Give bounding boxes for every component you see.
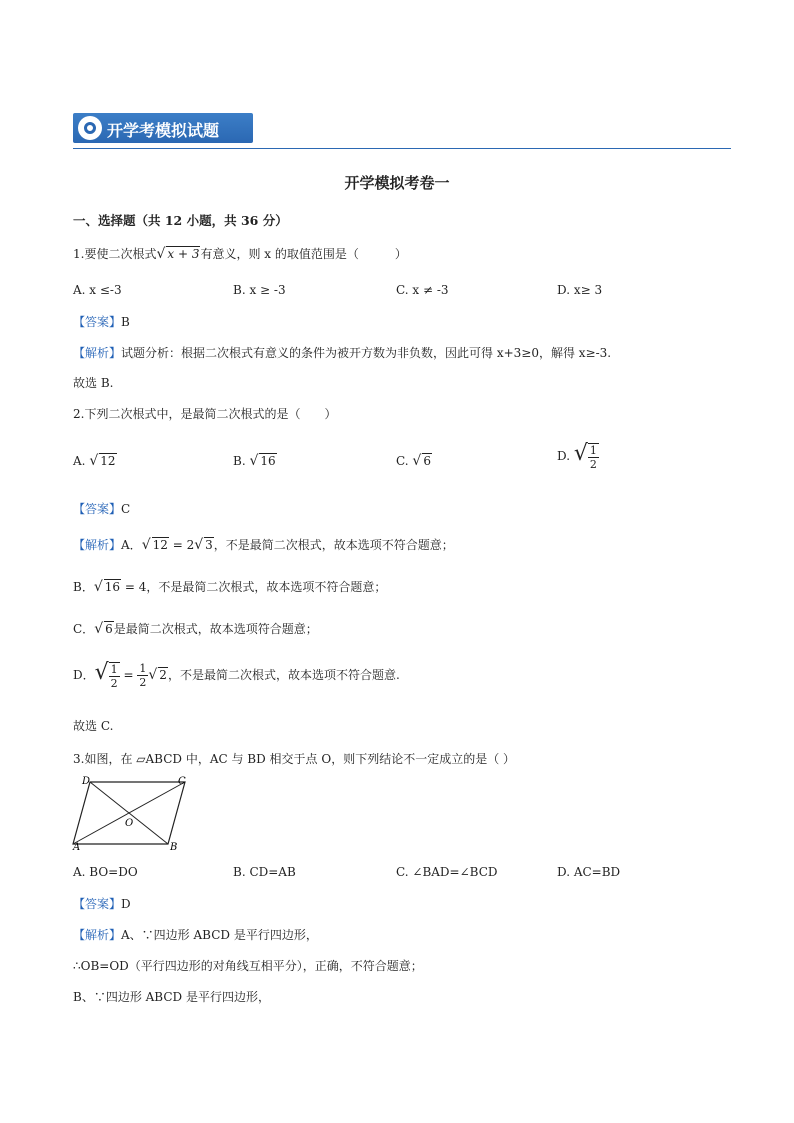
q1-radicand: x + 3 [167, 247, 200, 261]
vertex-label-c: C [178, 776, 186, 787]
q3-analysis-2: ∴OB=OD（平行四边形的对角线互相平分），正确，不符合题意； [73, 959, 423, 973]
q1-stem-suffix: 有意义，则 x 的取值范围是（ ） [200, 247, 407, 261]
q2-line-b-prefix: B． [73, 580, 94, 594]
q2-option-a [73, 453, 117, 469]
q1-option-c: C. x ≠ -3 [396, 283, 449, 297]
option-label: C. [396, 454, 409, 468]
q3-stem: 3.如图，在 ▱ABCD 中，AC 与 BD 相交于点 O，则下列结论不一定成立的是（ ） [73, 752, 516, 766]
answer-tag: 【答案】 [73, 315, 122, 329]
q3-answer [73, 895, 131, 912]
q2-line-c-text: 是最简二次根式，故本选项符合题意； [113, 622, 318, 636]
q3-analysis-1 [73, 926, 318, 943]
header-banner [73, 113, 253, 143]
vertex-label-b: B [170, 842, 178, 852]
q2-option-c [396, 453, 432, 469]
q3-option-c: C. ∠BAD=∠BCD [396, 865, 498, 879]
q1-option-b: B. x ≥ -3 [233, 283, 286, 297]
q2-line-d-coef [137, 662, 148, 689]
q2-line-b-radicand: 16 [104, 580, 121, 594]
q3-answer-value: D [121, 897, 131, 911]
q1-stem-prefix: 1.要使二次根式 [73, 247, 157, 261]
q2-line-a-radicand: 12 [152, 538, 168, 552]
q1-option-a: A. x ≤-3 [73, 283, 122, 297]
q2-line-a-eq: = 2 [172, 538, 195, 552]
fraction-denominator: 2 [110, 676, 118, 690]
q2-line-d-prefix: D． [73, 668, 95, 682]
fraction-denominator: 2 [139, 676, 147, 689]
q1-analysis-text: 试题分析：根据二次根式有意义的条件为被开方数为非负数，因此可得 x+3≥0，解得 x≥-3. [121, 346, 612, 360]
fraction-denominator: 2 [589, 457, 597, 471]
radical-sign-icon: √ [412, 453, 422, 469]
q2-conclusion: 故选 C. [73, 719, 114, 733]
center-label-o: O [125, 818, 134, 829]
radical-sign-icon: √ [194, 537, 204, 553]
q2-option-a-radicand: 12 [100, 454, 116, 468]
q2-analysis-b [73, 578, 386, 595]
section-heading: 一、选择题（共 12 小题，共 36 分） [73, 213, 288, 228]
q2-option-b-radicand: 16 [260, 454, 276, 468]
radical-sign-icon: √ [94, 621, 104, 637]
option-label: B. [233, 454, 246, 468]
q2-analysis-a [73, 536, 454, 553]
diagonal-ac [73, 782, 185, 844]
q2-answer [73, 500, 130, 517]
radical-sign-icon: √ [93, 579, 103, 595]
q2-option-d-fraction [588, 443, 599, 471]
q2-line-d-text: ，不是最简二次根式，故本选项不符合题意. [167, 668, 400, 682]
q1-answer [73, 313, 130, 330]
option-label: D. [557, 449, 571, 463]
radical-sign-icon: √ [94, 660, 109, 685]
analysis-tag: 【解析】 [73, 346, 122, 360]
q2-line-c-radicand: 6 [105, 622, 113, 636]
q2-analysis-c [73, 620, 318, 637]
q2-line-a-text: ，不是最简二次根式，故本选项不符合题意； [213, 538, 454, 552]
q2-line-d-eq: = [123, 668, 134, 682]
q2-line-d-fraction [109, 662, 120, 690]
analysis-tag: 【解析】 [73, 928, 122, 942]
q1-option-d: D. x≥ 3 [557, 283, 603, 297]
q2-stem: 2.下列二次根式中，是最简二次根式的是（ ） [73, 407, 337, 421]
radical-sign-icon: √ [148, 667, 158, 683]
q2-option-d [557, 441, 599, 471]
q2-analysis-d [73, 660, 400, 690]
radical-sign-icon: √ [141, 537, 151, 553]
q2-option-b [233, 453, 277, 469]
q3-option-b: B. CD=AB [233, 865, 296, 879]
header-divider [73, 148, 731, 149]
q2-line-a-prefix: A． [121, 538, 142, 552]
answer-tag: 【答案】 [73, 897, 122, 911]
q2-line-d-root: 2 [159, 668, 167, 682]
q2-option-c-radicand: 6 [423, 454, 431, 468]
q2-line-c-prefix: C． [73, 622, 95, 636]
q2-answer-value: C [121, 502, 131, 516]
q1-answer-value: B [121, 315, 130, 329]
q3-option-a: A. BO=DO [73, 865, 138, 879]
option-label: A. [73, 454, 86, 468]
vertex-label-d: D [82, 776, 91, 787]
parallelogram-figure [70, 772, 195, 852]
radical-sign-icon: √ [89, 453, 99, 469]
q2-line-a-root: 3 [205, 538, 213, 552]
q1-conclusion: 故选 B. [73, 376, 114, 390]
radical-sign-icon: √ [156, 246, 166, 262]
radical-sign-icon: √ [249, 453, 259, 469]
q3-option-d: D. AC=BD [557, 865, 621, 879]
q3-analysis-3: B、∵四边形 ABCD 是平行四边形， [73, 990, 270, 1004]
fraction-numerator: 1 [589, 443, 597, 457]
radical-sign-icon: √ [573, 441, 588, 466]
answer-tag: 【答案】 [73, 502, 122, 516]
magnifier-logo-icon [78, 116, 102, 140]
fraction-numerator: 1 [139, 662, 147, 675]
banner-title: 开学考模拟试题 [107, 121, 220, 140]
page-title: 开学模拟考卷一 [344, 174, 450, 192]
q3-analysis-1-text: A、∵四边形 ABCD 是平行四边形， [121, 928, 318, 942]
fraction-numerator: 1 [110, 662, 118, 676]
vertex-label-a: A [73, 842, 81, 852]
analysis-tag: 【解析】 [73, 538, 122, 552]
q2-line-b-text: ，不是最简二次根式，故本选项不符合题意； [146, 580, 387, 594]
q1-analysis [73, 344, 611, 361]
q2-line-b-eq: = 4 [124, 580, 147, 594]
q1-stem [73, 245, 407, 262]
